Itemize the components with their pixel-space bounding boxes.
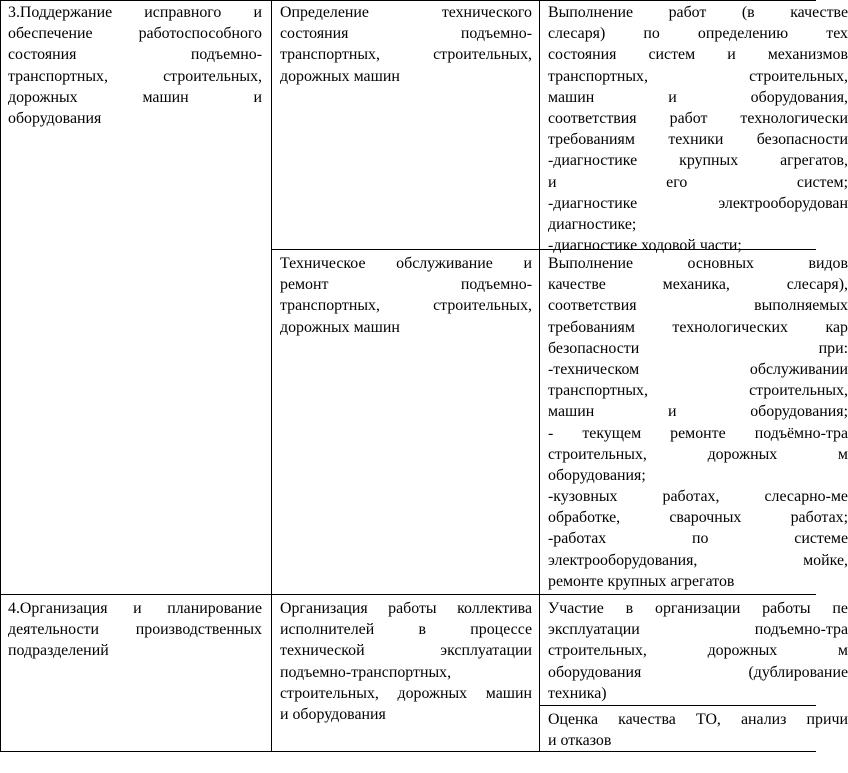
table-border-top: [0, 0, 816, 1]
text-line: транспортных, строительных,: [280, 297, 532, 315]
text-line: эксплуатации подъемно-тра: [548, 621, 848, 639]
text-line: транспортных, строительных,: [8, 67, 262, 85]
text-line: -диагностике крупных агрегатов,: [548, 152, 848, 170]
text-line: Организация работы коллектива: [280, 600, 532, 617]
action-cell-diagnostics: [280, 2, 532, 87]
text-line: обработке, сварочных работах;: [548, 509, 848, 527]
row-divider-3-4: [0, 594, 816, 595]
text-line: транспортных, строительных,: [548, 382, 848, 400]
practice-cell-maintenance: [548, 253, 848, 592]
function-cell-4: [8, 598, 262, 662]
text-line: оборудования (дублирование: [548, 663, 848, 681]
text-line: обеспечение работоспособного: [8, 25, 262, 43]
text-line: состояния систем и механизмов: [548, 46, 848, 64]
text-line: требованиям технологических кар: [548, 318, 848, 336]
column-divider-1: [271, 0, 272, 752]
text-line: соответствия выполняемых: [548, 297, 848, 315]
text-line: ремонт подъемно-: [280, 276, 532, 294]
text-line: исполнителей в процессе: [280, 621, 532, 639]
subrow-divider-participation-evaluation: [540, 705, 816, 706]
text-line: безопасности при:: [548, 339, 848, 357]
text-line: диагностике;: [548, 215, 637, 233]
text-line: и отказов: [548, 732, 612, 750]
text-line: машин и оборудования,: [548, 88, 848, 106]
text-line: Оценка качества ТО, анализ причи: [548, 711, 848, 728]
practice-cell-diagnostics: [548, 2, 848, 256]
text-line: строительных, дорожных м: [548, 642, 848, 660]
text-line: электрооборудования, мойке,: [548, 551, 848, 569]
table-border-left: [0, 0, 1, 752]
text-line: оборудования: [8, 109, 102, 127]
text-line: машин и оборудования;: [548, 403, 848, 421]
text-line: - текущем ремонте подъёмно-тра: [548, 424, 848, 442]
text-line: технической эксплуатации: [280, 642, 532, 660]
text-line: транспортных, строительных,: [548, 67, 848, 85]
text-line: -работах по системе: [548, 530, 848, 548]
text-line: Участие в организации работы пе: [548, 600, 848, 617]
practice-cell-evaluation: [548, 709, 848, 751]
column-divider-2: [539, 0, 540, 752]
text-line: подъемно-транспортных,: [280, 663, 452, 681]
text-line: и его систем;: [548, 173, 848, 191]
text-line: строительных, дорожных машин: [280, 684, 532, 702]
text-line: Определение технического: [280, 4, 532, 21]
text-line: состояния подъемно-: [8, 46, 262, 64]
text-line: -техническом обслуживании: [548, 360, 848, 378]
text-line: подразделений: [8, 642, 109, 660]
text-line: слесаря) по определению тех: [548, 25, 848, 43]
text-line: -диагностике электрооборудован: [548, 194, 848, 212]
text-line: соответствия работ технологически: [548, 109, 848, 127]
practice-cell-participation: [548, 598, 848, 704]
text-line: и оборудования: [280, 705, 386, 723]
text-line: 3.Поддержание исправного и: [8, 4, 262, 21]
action-cell-organization: [280, 598, 532, 725]
text-line: Выполнение основных видов: [548, 255, 848, 272]
text-line: Техническое обслуживание и: [280, 255, 532, 272]
text-line: дорожных машин и: [8, 88, 262, 106]
text-line: ремонте крупных агрегатов: [548, 572, 735, 590]
text-line: -кузовных работах, слесарно-ме: [548, 488, 848, 506]
text-line: требованиям техники безопасности: [548, 131, 848, 149]
text-line: транспортных, строительных,: [280, 46, 532, 64]
text-line: -диагностике ходовой части;: [548, 237, 742, 255]
text-line: строительных, дорожных м: [548, 445, 848, 463]
text-line: качестве механика, слесаря),: [548, 276, 848, 294]
text-line: оборудования;: [548, 466, 646, 484]
action-cell-maintenance: [280, 253, 532, 338]
text-line: 4.Организация и планирование: [8, 600, 262, 617]
text-line: деятельности производственных: [8, 621, 262, 639]
text-line: дорожных машин: [280, 318, 400, 336]
text-line: дорожных машин: [280, 67, 400, 85]
text-line: Выполнение работ (в качестве: [548, 4, 848, 21]
text-line: техника): [548, 684, 607, 702]
text-line: состояния подъемно-: [280, 25, 532, 43]
function-cell-3: [8, 2, 262, 129]
